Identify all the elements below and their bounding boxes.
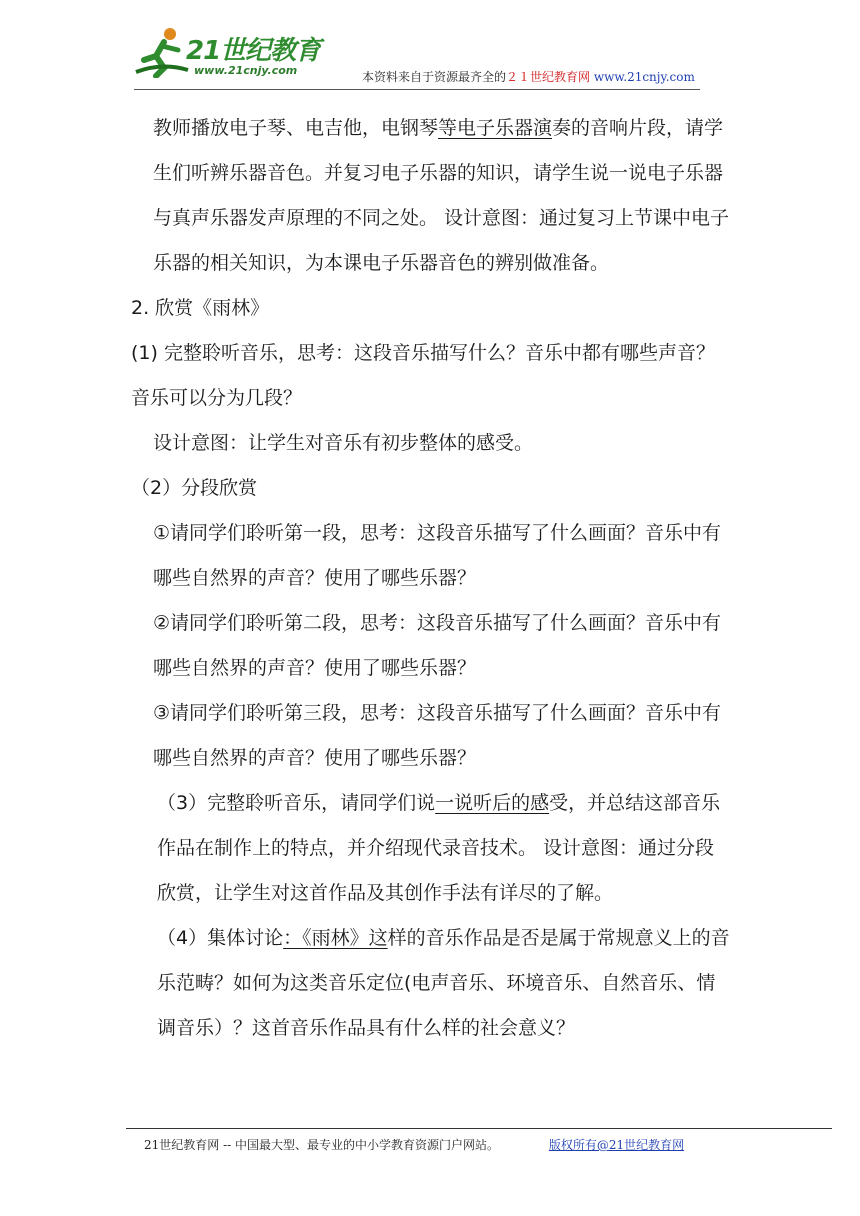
paragraph-intro bbox=[131, 106, 731, 286]
question-2-heading: （2）分段欣赏 bbox=[131, 477, 258, 499]
header-divider bbox=[134, 89, 700, 90]
intro-text-underlined: 等电子乐器演 bbox=[438, 117, 553, 139]
header-source-note bbox=[362, 68, 695, 85]
question-4 bbox=[131, 916, 731, 1051]
q3-text-a: （3）完整聆听音乐，请同学们说 bbox=[157, 792, 436, 814]
running-figure-icon bbox=[134, 26, 190, 78]
page-footer bbox=[144, 1136, 684, 1153]
footer-divider bbox=[126, 1128, 832, 1129]
q4-text-b: 样的音乐作品是否是属于常规意义上的音乐范畴？如何为这类音乐定位(电声音乐、环境音乐、自然音乐、情调音乐）？这首音乐作品具有什么样的社会意义？ bbox=[157, 927, 730, 1039]
footer-copyright-link[interactable]: 版权所有@21世纪教育网 bbox=[548, 1138, 685, 1152]
page-header bbox=[0, 0, 860, 92]
q4-text-underlined: ：《雨林》这 bbox=[283, 927, 388, 949]
question-2-part-2: ②请同学们聆听第二段，思考：这段音乐描写了什么画面？音乐中有哪些自然界的声音？使用了哪些乐器？ bbox=[153, 612, 722, 679]
site-logo[interactable] bbox=[134, 24, 334, 84]
question-3 bbox=[131, 781, 731, 916]
question-2-part-1: ①请同学们聆听第一段，思考：这段音乐描写了什么画面？音乐中有哪些自然界的声音？使用了哪些乐器？ bbox=[153, 522, 722, 589]
header-note-url[interactable]: www.21cnjy.com bbox=[593, 70, 695, 84]
header-note-prefix: 本资料来自于资源最齐全的 bbox=[362, 70, 507, 84]
logo-url: www.21cnjy.com bbox=[194, 64, 298, 77]
q4-text-a: （4）集体讨论 bbox=[157, 927, 284, 949]
section-heading: 2. 欣赏《雨林》 bbox=[131, 297, 270, 319]
logo-wordmark: 21世纪教育 bbox=[186, 36, 321, 66]
header-note-site[interactable]: ２１世纪教育网 bbox=[506, 70, 591, 84]
document-body bbox=[131, 106, 731, 1051]
footer-site-description: 21世纪教育网 -- 中国最大型、最专业的中小学教育资源门户网站。 bbox=[144, 1138, 500, 1152]
question-1: (1) 完整聆听音乐，思考：这段音乐描写什么？音乐中都有哪些声音？音乐可以分为几段？ bbox=[131, 342, 715, 409]
question-1-intent: 设计意图：让学生对音乐有初步整体的感受。 bbox=[153, 432, 534, 454]
q3-text-underlined: 一说听后的感 bbox=[435, 792, 550, 814]
intro-text-a: 教师播放电子琴、电吉他，电钢琴 bbox=[153, 117, 439, 139]
q3-text-b: 受，并总结这部音乐作品在制作上的特点，并介绍现代录音技术。 设计意图：通过分段欣赏，让学生对这首作品及其创作手法有详尽的了解。 bbox=[157, 792, 721, 904]
intro-text-b: 奏的音响片段，请学生们听辨乐器音色。并复习电子乐器的知识，请学生说一说电子乐器与真声乐器发声原理的不同之处。 设计意图：通过复习上节课中电子乐器的相关知识，为本课电子乐器音色的辨别做准备。 bbox=[153, 117, 730, 274]
question-2-part-3: ③请同学们聆听第三段，思考：这段音乐描写了什么画面？音乐中有哪些自然界的声音？使用了哪些乐器？ bbox=[153, 702, 722, 769]
